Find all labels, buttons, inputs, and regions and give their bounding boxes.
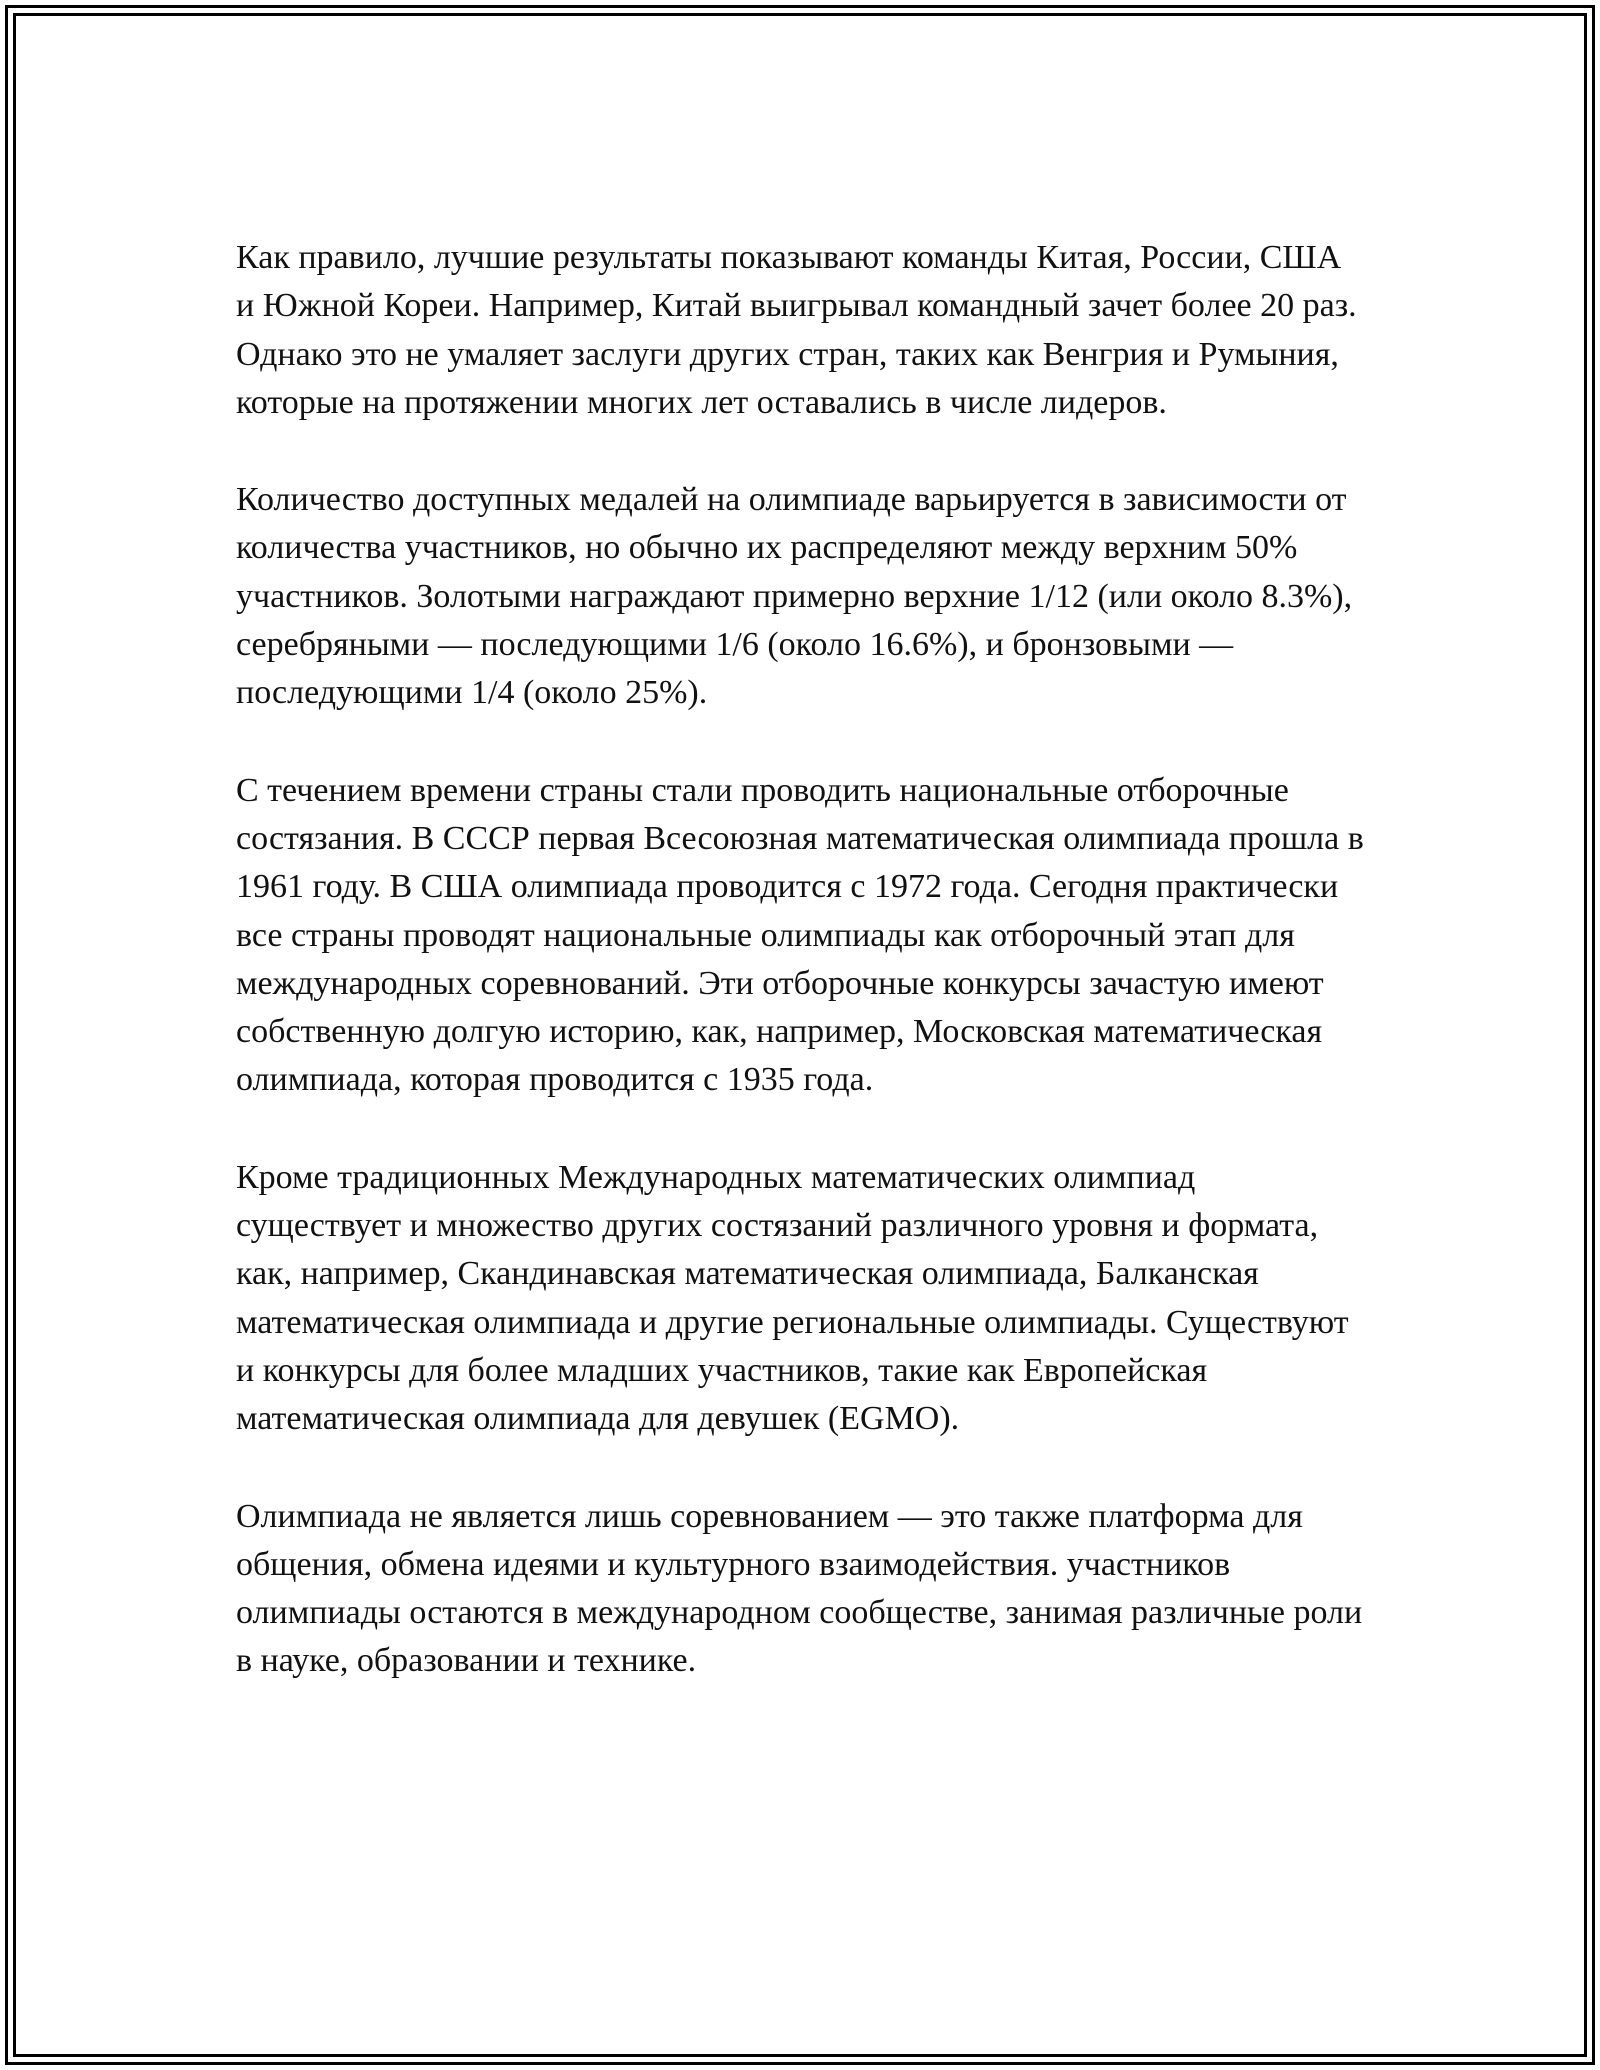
paragraph-olympiad-community: Олимпиада не является лишь соревнованием — это также платформа для общения, обмена идеями и культурного взаимодействия. участников олимпиады остаются в международном сообществе, занимая различные роли в науке, образовании и технике. xyxy=(236,1497,1363,1680)
paragraph-medal-distribution: Количество доступных медалей на олимпиаде варьируется в зависимости от количества участников, но обычно их распределяют между верхним 50% участников. Золотыми награждают примерно верхние 1/12 (или около 8.3%), серебряными — последующими 1/6 (около 16.6%), и бронзовыми — последующими 1/4 (около 25%). xyxy=(236,481,1353,712)
paragraph-leading-teams: Как правило, лучшие результаты показывают команды Китая, России, США и Южной Кореи. Например, Китай выигрывал командный зачет более 20 раз. Однако это не умаляет заслуги других стран, таких как Венгрия и Румыния, которые на протяжении многих лет оставались в числе лидеров. xyxy=(236,239,1357,421)
document-body xyxy=(236,234,1366,1735)
paragraph-other-competitions: Кроме традиционных Международных математических олимпиад существует и множество других состязаний различного уровня и формата, как, например, Скандинавская математическая олимпиада, Балканская математическая олимпиада и другие региональные олимпиады. Существуют и конкурсы для более младших участников, такие как Европейская математическая олимпиада для девушек (EGMO). xyxy=(236,1158,1349,1438)
paragraph-national-selection: С течением времени страны стали проводить национальные отборочные состязания. В СССР первая Всесоюзная математическая олимпиада прошла в 1961 году. В США олимпиада проводится с 1972 года. Сегодня практически все страны проводят национальные олимпиады как отборочный этап для международных соревнований. Эти отборочные конкурсы зачастую имеют собственную долгую историю, как, например, Московская математическая олимпиада, которая проводится с 1935 года. xyxy=(236,771,1364,1099)
